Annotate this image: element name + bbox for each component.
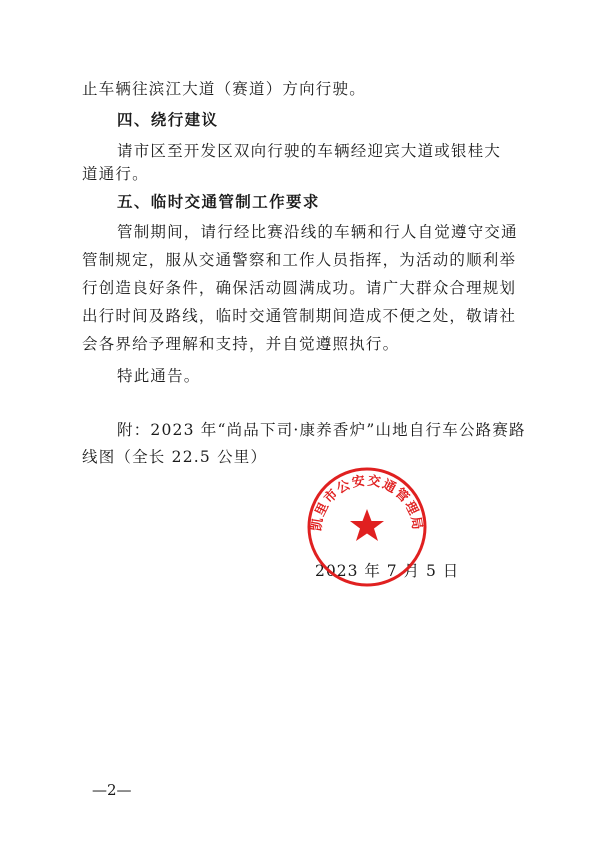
paragraph-line: 止车辆往滨江大道（赛道）方向行驶。	[82, 80, 366, 98]
paragraph-line: 出行时间及路线，临时交通管制期间造成不便之处，敬请社	[82, 307, 517, 325]
attachment-line: 线图（全长 22.5 公里）	[82, 448, 268, 466]
paragraph-line: 行创造良好条件，确保活动圆满成功。请广大群众合理规划	[82, 279, 517, 297]
closing-line: 特此通告。	[117, 367, 201, 385]
paragraph-line: 会各界给予理解和支持，并自觉遵照执行。	[82, 335, 400, 353]
section-heading-detour: 四、绕行建议	[117, 111, 219, 129]
signature-date: 2023 年 7 月 5 日	[315, 562, 460, 580]
paragraph-line: 管制期间，请行经比赛沿线的车辆和行人自觉遵守交通	[117, 223, 518, 241]
paragraph-line: 管制规定，服从交通警察和工作人员指挥，为活动的顺利举	[82, 251, 517, 269]
seal-star-icon	[350, 509, 384, 541]
section-heading-requirements: 五、临时交通管制工作要求	[117, 193, 320, 211]
page-number: —2—	[92, 781, 132, 799]
paragraph-line: 道通行。	[82, 165, 149, 183]
official-seal	[305, 465, 429, 589]
attachment-line: 附：2023 年“尚品下司·康养香炉”山地自行车公路赛路	[117, 421, 526, 439]
seal-text: 凯里市公安交通管理局	[309, 473, 425, 533]
paragraph-line: 请市区至开发区双向行驶的车辆经迎宾大道或银桂大	[117, 142, 502, 160]
